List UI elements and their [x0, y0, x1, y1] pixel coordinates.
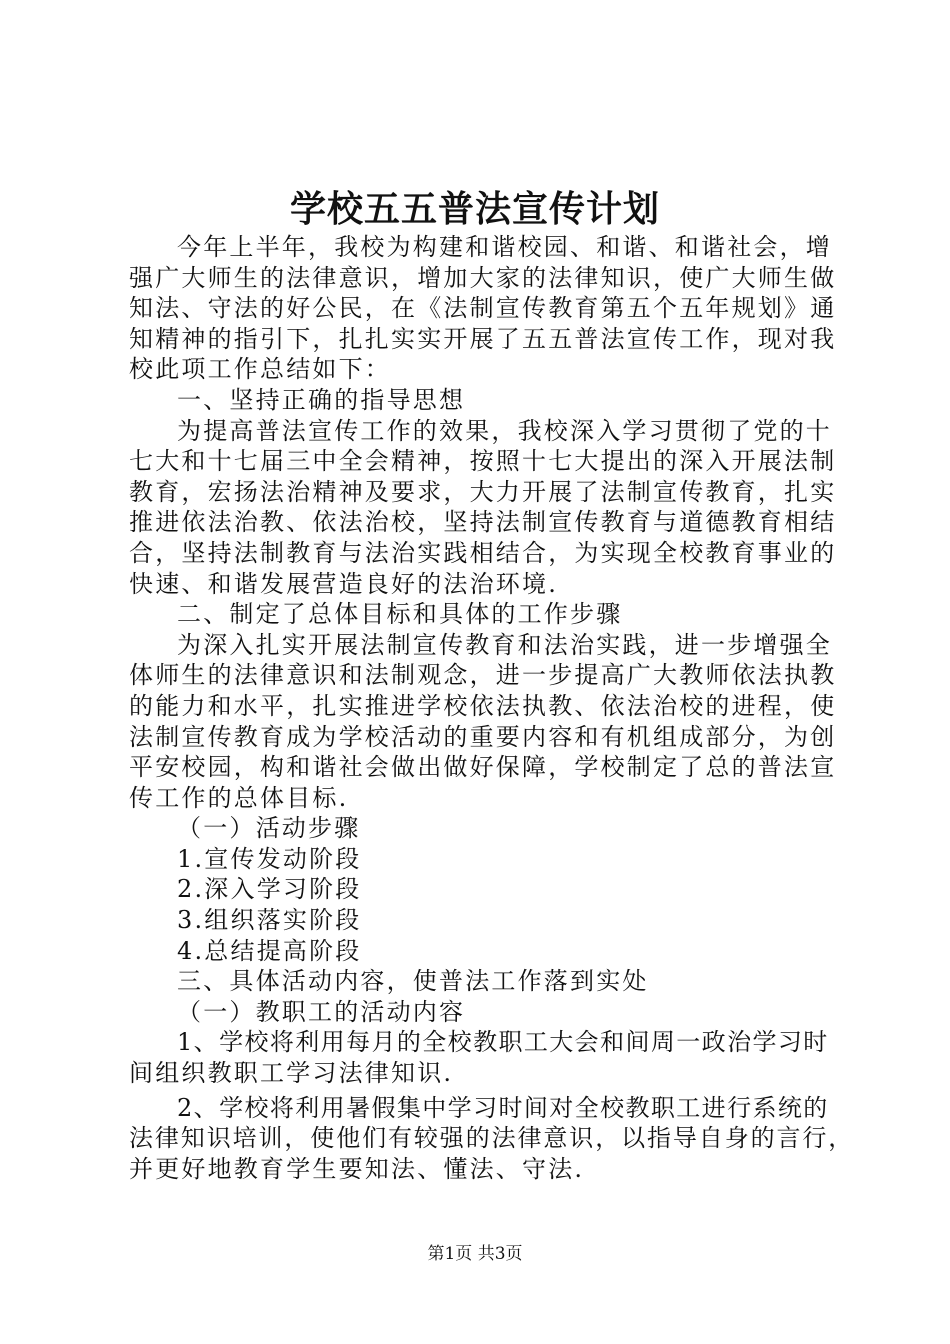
paragraph-line: 知法、守法的好公民，在《法制宣传教育第五个五年规划》通 — [129, 294, 837, 323]
document-body — [129, 232, 855, 1184]
paragraph-line: 法律知识培训，使他们有较强的法律意识，以指导自身的言行， — [129, 1124, 855, 1153]
list-item: 2.深入学习阶段 — [177, 875, 362, 904]
paragraph-line: 推进依法治教、依法治校，坚持法制宣传教育与道德教育相结 — [129, 508, 837, 537]
paragraph-line: 并更好地教育学生要知法、懂法、守法. — [129, 1154, 585, 1183]
paragraph-line: 今年上半年，我校为构建和谐校园、和谐、和谐社会，增 — [177, 233, 832, 261]
paragraph-line: 1、学校将利用每月的全校教职工大会和间周一政治学习时 — [177, 1028, 829, 1057]
paragraph-line: 法制宣传教育成为学校活动的重要内容和有机组成部分，为创 — [129, 722, 837, 751]
paragraph-line: 强广大师生的法律意识，增加大家的法律知识，使广大师生做 — [129, 263, 837, 292]
paragraph-line: 校此项工作总结如下： — [129, 355, 391, 384]
paragraph-line: 平安校园，构和谐社会做出做好保障，学校制定了总的普法宣 — [129, 753, 837, 782]
paragraph-line: 的能力和水平，扎实推进学校依法执教、依法治校的进程，使 — [129, 691, 837, 720]
subsection-heading: （一）教职工的活动内容 — [177, 997, 466, 1026]
page-footer: 第1页 共3页 — [427, 1244, 523, 1264]
section-heading: 三、具体活动内容，使普法工作落到实处 — [177, 967, 649, 996]
paragraph-line: 教育，宏扬法治精神及要求，大力开展了法制宣传教育，扎实 — [129, 477, 837, 506]
document-title: 学校五五普法宣传计划 — [289, 188, 660, 230]
subsection-heading: （一）活动步骤 — [177, 814, 361, 843]
paragraph-line: 合，坚持法制教育与法治实践相结合，为实现全校教育事业的 — [129, 538, 837, 567]
list-item: 4.总结提高阶段 — [177, 936, 362, 965]
paragraph-line: 七大和十七届三中全会精神，按照十七大提出的深入开展法制 — [129, 447, 837, 476]
list-item: 1.宣传发动阶段 — [177, 844, 362, 873]
paragraph-line: 体师生的法律意识和法制观念，进一步提高广大教师依法执教 — [129, 661, 837, 690]
paragraph-line: 为深入扎实开展法制宣传教育和法治实践，进一步增强全 — [177, 630, 832, 659]
section-heading: 二、制定了总体目标和具体的工作步骤 — [177, 600, 623, 629]
paragraph-line: 为提高普法宣传工作的效果，我校深入学习贯彻了党的十 — [177, 416, 832, 445]
section-heading: 一、坚持正确的指导思想 — [177, 385, 466, 414]
list-item: 3.组织落实阶段 — [177, 906, 362, 935]
paragraph-line: 知精神的指引下，扎扎实实开展了五五普法宣传工作，现对我 — [129, 324, 837, 353]
paragraph-line: 2、学校将利用暑假集中学习时间对全校教职工进行系统的 — [177, 1093, 829, 1122]
paragraph-line: 间组织教职工学习法律知识. — [129, 1059, 454, 1088]
paragraph-line: 传工作的总体目标. — [129, 783, 349, 812]
paragraph-line: 快速、和谐发展营造良好的法治环境. — [129, 569, 559, 598]
